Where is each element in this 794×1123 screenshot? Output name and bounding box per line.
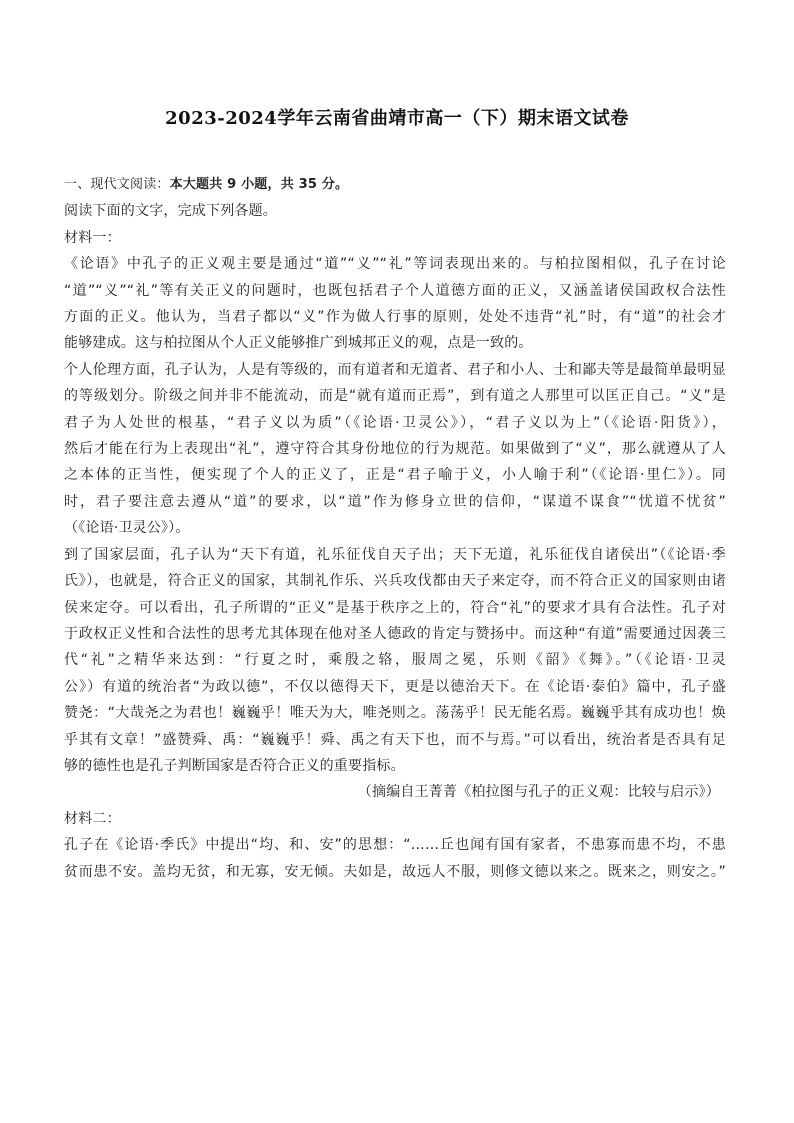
paragraph-line: “道”“义”“礼”等有关正义的问题时，也既包括君子个人道德方面的正义，又涵盖诸侯国政权合法性 bbox=[64, 282, 726, 299]
paragraph-line: 乎其有文章！”盛赞舜、禹：“巍巍乎！舜、禹之有天下也，而不与焉。”可以看出，统治者是否具有足 bbox=[64, 731, 726, 748]
instruction-text: 阅读下面的文字，完成下列各题。 bbox=[64, 203, 277, 220]
paragraph-line: 君子为人处世的根基，“君子义以为质”（《论语·卫灵公》），“君子义以为上”（《论语·阳货》）， bbox=[64, 414, 726, 431]
paragraph-line: 能够建成。这与柏拉图从个人正义能够推广到城邦正义的观，点是一致的。 bbox=[64, 335, 533, 352]
paragraph-line: 个人伦理方面，孔子认为，人是有等级的，而有道者和无道者、君子和小人、士和鄙夫等是最简单最明显 bbox=[64, 361, 726, 378]
source-citation: （摘编自王菁菁《柏拉图与孔子的正义观：比较与启示》） bbox=[357, 784, 720, 801]
paragraph-line: （《论语·卫灵公》）。 bbox=[64, 520, 190, 537]
paragraph-line: 方面的正义。他认为，当君子都以“义”作为做人行事的原则，处处不违背“礼”时，有“道”的社会才 bbox=[64, 309, 726, 326]
paragraph-line: 时，君子要注意去遵从“道”的要求，以“道”作为修身立世的信仰，“谋道不谋食”“忧道不忧贫” bbox=[64, 493, 726, 510]
paragraph-line: 代“礼”之精华来达到：“行夏之时，乘殷之辂，服周之冕，乐则《韶》《舞》。”（《论语·卫灵 bbox=[64, 652, 726, 669]
section-heading bbox=[64, 172, 726, 198]
paragraph-line: 孔子在《论语·季氏》中提出“均、和、安”的思想：“……丘也闻有国有家者，不患寡而患不均，不患 bbox=[64, 837, 726, 854]
paragraph-line: 于政权正义性和合法性的思考尤其体现在他对圣人德政的肯定与赞扬中。而这种“有道”需要通过因袭三 bbox=[64, 625, 726, 642]
paragraph-line: 然后才能在行为上表现出“礼”，遵守符合其身份地位的行为规范。如果做到了“义”，那么就遵从了人 bbox=[64, 441, 726, 458]
paragraph-line: 的等级划分。阶级之间并非不能流动，而是“就有道而正焉”，到有道之人那里可以匡正自己。“义”是 bbox=[64, 388, 726, 405]
paragraph-line: 侯来定夺。可以看出，孔子所谓的“正义”是基于秩序之上的，符合“礼”的要求才具有合法性。孔子对 bbox=[64, 599, 726, 616]
page-title: 2023-2024学年云南省曲靖市高一（下）期末语文试卷 bbox=[165, 108, 629, 129]
paragraph-line: 之本体的正当性，便实现了个人的正义了，正是“君子喻于义，小人喻于利”（《论语·里仁》）。同 bbox=[64, 467, 726, 484]
document-body bbox=[64, 172, 726, 885]
paragraph-line: 赞尧：“大哉尧之为君也！巍巍乎！唯天为大，唯尧则之。荡荡乎！民无能名焉。巍巍乎其有成功也！焕 bbox=[64, 705, 726, 722]
paragraph-line: 够的德性也是孔子判断国家是否符合正义的重要指标。 bbox=[64, 757, 405, 774]
paragraph-line: 氏》），也就是，符合正义的国家，其制礼作乐、兴兵攻伐都由天子来定夺，而不符合正义的国家则由诸 bbox=[64, 573, 726, 590]
material-one-label: 材料一： bbox=[64, 229, 121, 246]
section-description: 本大题共 9 小题，共 35 分。 bbox=[169, 177, 349, 192]
paragraph-line: 《论语》中孔子的正义观主要是通过“道”“义”“礼”等词表现出来的。与柏拉图相似，孔子在讨论 bbox=[64, 256, 726, 273]
section-prefix: 一、现代文阅读： bbox=[64, 177, 170, 192]
paragraph-line: 到了国家层面，孔子认为“天下有道，礼乐征伐自天子出；天下无道，礼乐征伐自诸侯出”（《论语·季 bbox=[64, 546, 726, 563]
paragraph-line: 公》）有道的统治者“为政以德”，不仅以德得天下，更是以德治天下。在《论语·泰伯》篇中，孔子盛 bbox=[64, 678, 726, 695]
paragraph-line: 贫而患不安。盖均无贫，和无寡，安无倾。夫如是，故远人不服，则修文德以来之。既来之，则安之。” bbox=[64, 863, 726, 880]
material-two-label: 材料二： bbox=[64, 810, 121, 827]
